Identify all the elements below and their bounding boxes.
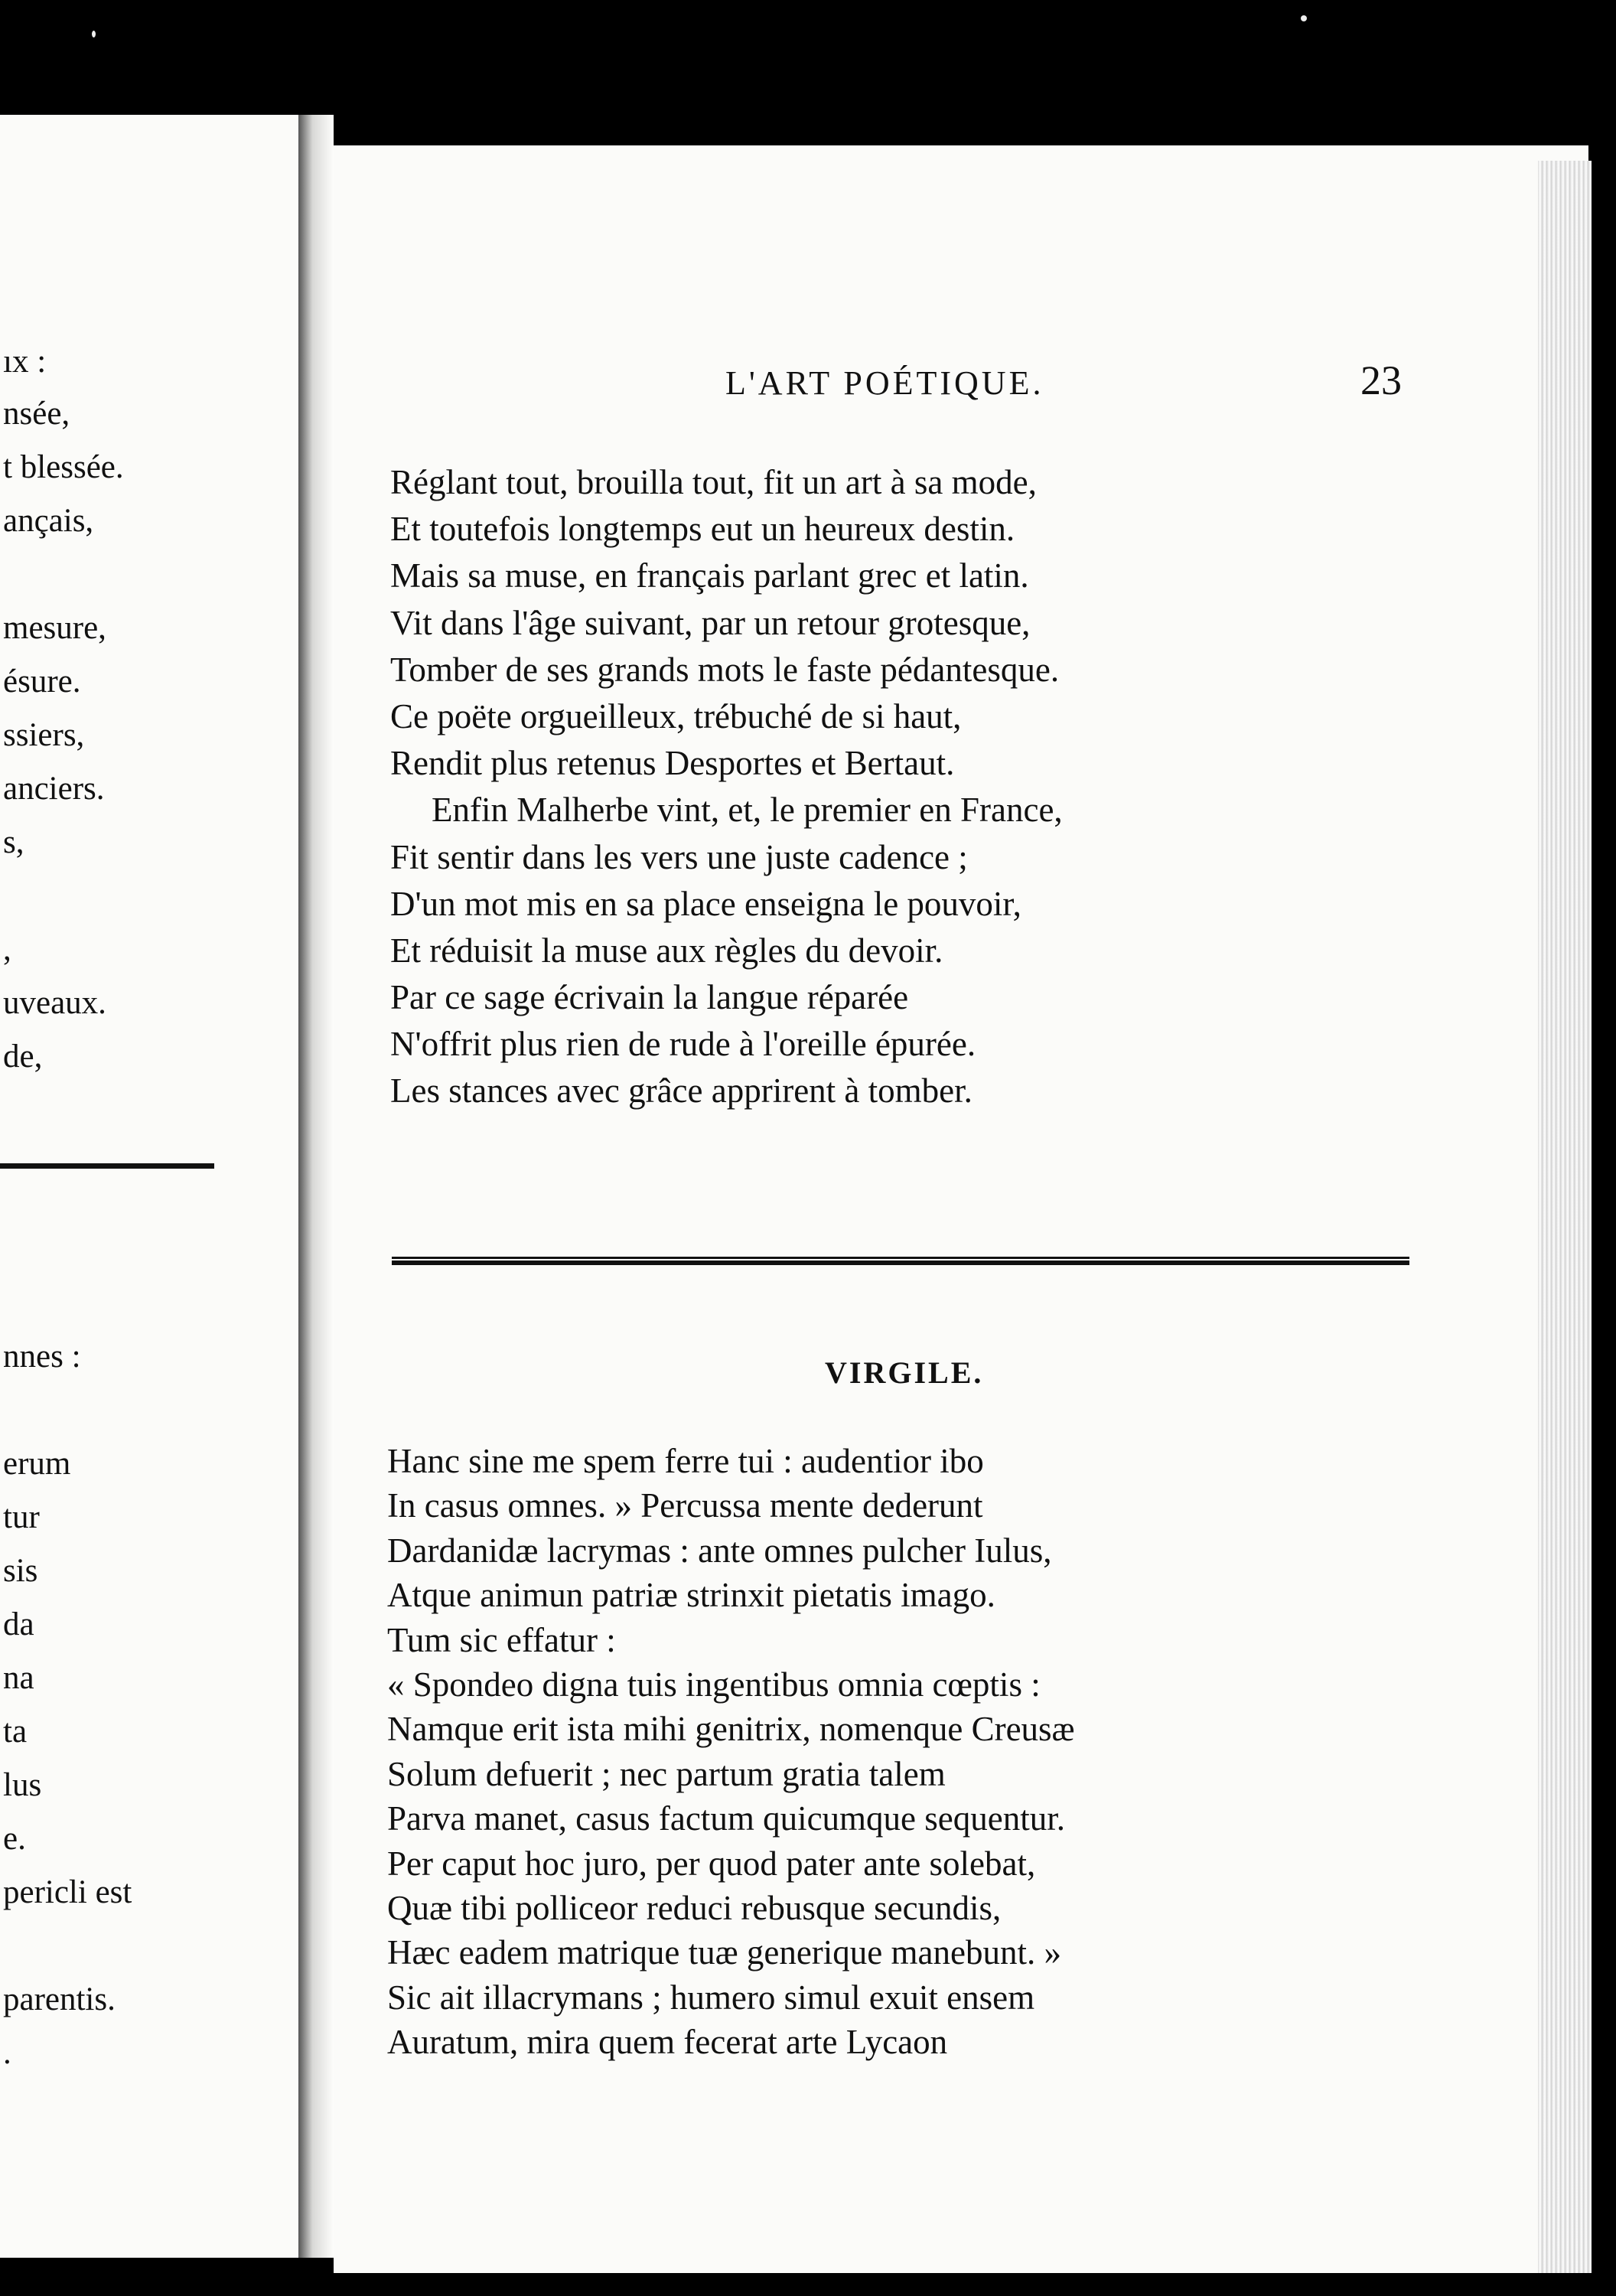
left-page-fragment: erum bbox=[3, 1446, 71, 1482]
verse-line: N'offrit plus rien de rude à l'oreille épurée. bbox=[390, 1025, 976, 1064]
verse-line: Auratum, mira quem fecerat arte Lycaon bbox=[387, 2023, 948, 2062]
verse-line: Ce poëte orgueilleux, trébuché de si haut, bbox=[390, 696, 962, 735]
left-page-fragment: mesure, bbox=[3, 610, 106, 646]
left-page-fragment: da bbox=[3, 1606, 34, 1642]
verse-line: Per caput hoc juro, per quod pater ante solebat, bbox=[387, 1844, 1036, 1883]
left-page-fragment: , bbox=[3, 931, 11, 967]
left-page-fragment: s, bbox=[3, 824, 24, 860]
dust-speck bbox=[1301, 15, 1307, 21]
verse-line: Et réduisit la muse aux règles du devoir. bbox=[390, 931, 943, 970]
verse-line: Tum sic effatur : bbox=[387, 1620, 616, 1659]
verse-line: In casus omnes. » Percussa mente dederunt bbox=[387, 1486, 983, 1525]
left-page-fragment: e. bbox=[3, 1821, 26, 1857]
left-page-fragment: ançais, bbox=[3, 503, 94, 539]
verse-line: Atque animun patriæ strinxit pietatis imago. bbox=[387, 1576, 995, 1615]
left-page-fragment: anciers. bbox=[3, 771, 105, 807]
verse-line: Hanc sine me spem ferre tui : audentior ibo bbox=[387, 1442, 984, 1480]
left-page-fragment: ta bbox=[3, 1714, 28, 1750]
left-page-fragment: lus bbox=[3, 1767, 42, 1803]
section-divider bbox=[392, 1257, 1409, 1265]
left-page-fragment: sis bbox=[3, 1553, 38, 1589]
verse-line: Fit sentir dans les vers une juste cadence ; bbox=[390, 837, 968, 876]
poem-excerpt bbox=[390, 459, 1500, 1115]
section-heading: VIRGILE. bbox=[825, 1355, 984, 1390]
left-page-fragment: nsée, bbox=[3, 396, 70, 432]
verse-line: Quæ tibi polliceor reduci rebusque secundis, bbox=[387, 1888, 1002, 1927]
verse-line: Les stances avec grâce apprirent à tomber. bbox=[390, 1071, 973, 1110]
left-page-fragment: ıx : bbox=[3, 344, 47, 380]
left-page-fragment: tur bbox=[3, 1499, 40, 1535]
page-edge bbox=[1538, 161, 1592, 2273]
verse-line: Enfin Malherbe vint, et, le premier en France, bbox=[432, 791, 1063, 830]
verse-line: Par ce sage écrivain la langue réparée bbox=[390, 978, 909, 1017]
left-page-rule bbox=[0, 1163, 214, 1169]
verse-line: Tomber de ses grands mots le faste pédantesque. bbox=[390, 650, 1060, 689]
left-page-fragment: ésure. bbox=[3, 664, 81, 700]
verse-line: Mais sa muse, en français parlant grec et latin. bbox=[390, 556, 1029, 595]
verse-line: Vit dans l'âge suivant, par un retour grotesque, bbox=[390, 603, 1031, 642]
verse-line: Sic ait illacrymans ; humero simul exuit ensem bbox=[387, 1978, 1035, 2017]
verse-line: Rendit plus retenus Desportes et Bertaut. bbox=[390, 744, 955, 783]
left-page-fragment: t blessée. bbox=[3, 449, 124, 485]
verse-line: Parva manet, casus factum quicumque sequentur. bbox=[387, 1799, 1065, 1838]
verse-line: Et toutefois longtemps eut un heureux destin. bbox=[390, 510, 1015, 549]
left-page-fragment: . bbox=[3, 2035, 11, 2071]
verse-line: D'un mot mis en sa place enseigna le pouvoir, bbox=[390, 884, 1021, 923]
left-page-fragment: ssiers, bbox=[3, 717, 85, 753]
verse-line: Réglant tout, brouilla tout, fit un art à sa mode, bbox=[390, 463, 1037, 501]
left-page-fragment: na bbox=[3, 1660, 34, 1696]
left-page-fragment: uveaux. bbox=[3, 985, 106, 1021]
left-page-fragment: pericli est bbox=[3, 1874, 132, 1910]
left-page bbox=[0, 115, 298, 2258]
book-gutter bbox=[298, 115, 334, 2258]
verse-line: Namque erit ista mihi genitrix, nomenque Creusæ bbox=[387, 1710, 1075, 1749]
running-head: L'ART POÉTIQUE. bbox=[725, 364, 1044, 402]
verse-line: Dardanidæ lacrymas : ante omnes pulcher Iulus, bbox=[387, 1531, 1052, 1570]
left-page-fragment: parentis. bbox=[3, 1981, 116, 2017]
latin-verses bbox=[387, 1439, 1520, 2064]
verse-line: Solum defuerit ; nec partum gratia talem bbox=[387, 1754, 946, 1793]
dust-speck bbox=[92, 31, 96, 38]
verse-line: Hæc eadem matrique tuæ generique manebunt. » bbox=[387, 1933, 1061, 1972]
left-page-fragment: de, bbox=[3, 1039, 43, 1075]
verse-line: « Spondeo digna tuis ingentibus omnia cœptis : bbox=[387, 1665, 1041, 1704]
left-page-fragment: nnes : bbox=[3, 1339, 81, 1375]
page-number: 23 bbox=[1360, 357, 1402, 403]
